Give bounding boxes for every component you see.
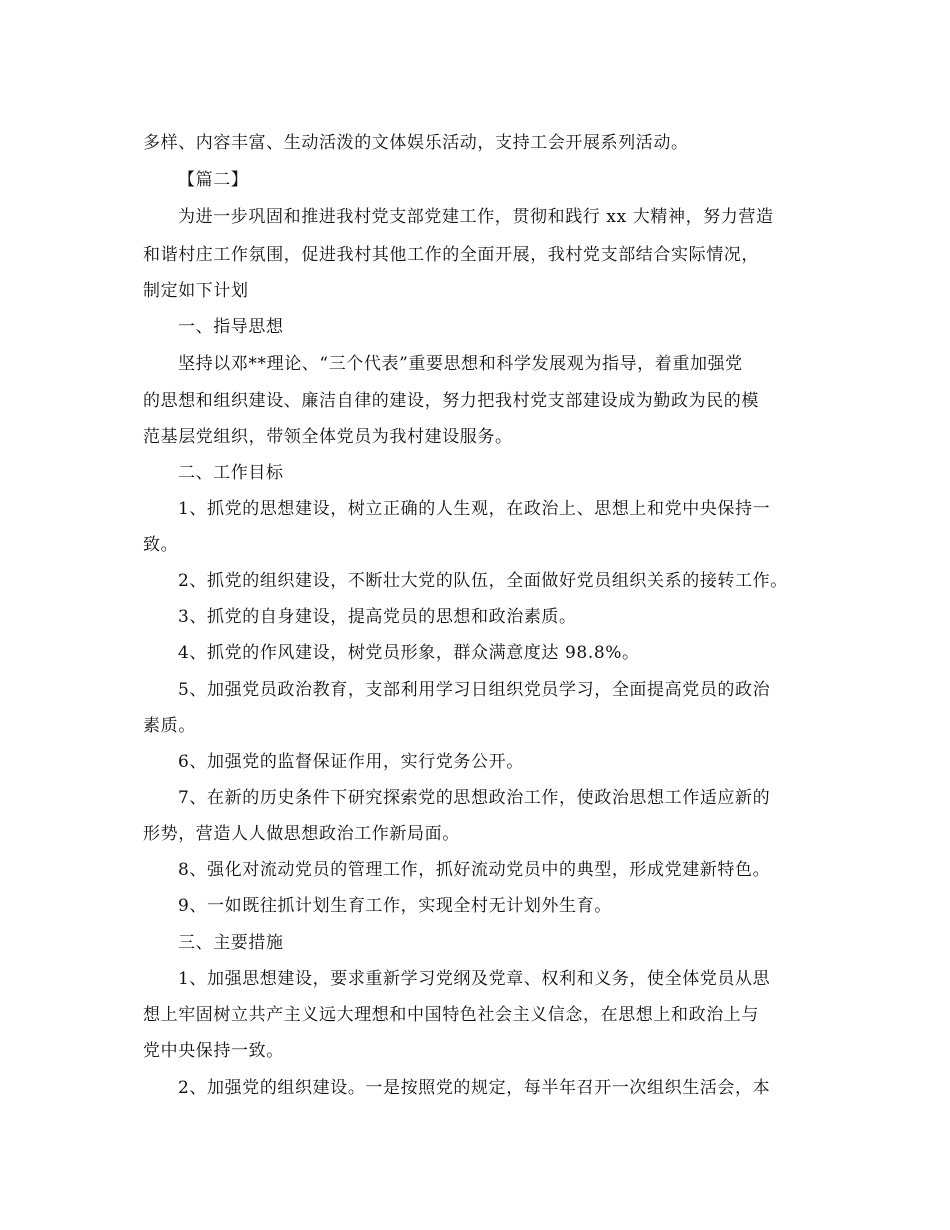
list-item: 1、加强思想建设，要求重新学习党纲及党章、权利和义务，使全体党员从思 <box>178 969 771 989</box>
list-item: 2、加强党的组织建设。一是按照党的规定，每半年召开一次组织生活会，本 <box>178 1078 771 1098</box>
list-item: 2、抓党的组织建设，不断壮大党的队伍，全面做好党员组织关系的接转工作。 <box>178 571 788 591</box>
paragraph-line: 制定如下计划 <box>143 281 249 301</box>
list-item-continuation: 党中央保持一致。 <box>143 1041 284 1061</box>
paragraph-line: 多样、内容丰富、生动活泼的文体娱乐活动，支持工会开展系列活动。 <box>143 133 689 153</box>
paragraph-line: 为进一步巩固和推进我村党支部党建工作，贯彻和践行 xx 大精神，努力营造 <box>178 207 774 227</box>
list-item: 8、强化对流动党员的管理工作，抓好流动党员中的典型，形成党建新特色。 <box>178 860 771 880</box>
paragraph-line: 范基层党组织，带领全体党员为我村建设服务。 <box>143 427 513 447</box>
section-heading-main-measures: 三、主要措施 <box>178 933 284 953</box>
list-item: 5、加强党员政治教育，支部利用学习日组织党员学习，全面提高党员的政治 <box>178 680 771 700</box>
list-item: 6、加强党的监督保证作用，实行党务公开。 <box>178 752 524 772</box>
section-heading-guiding-thought: 一、指导思想 <box>178 317 284 337</box>
list-item-continuation: 致。 <box>143 535 179 555</box>
list-item-continuation: 素质。 <box>143 716 196 736</box>
list-item: 9、一如既往抓计划生育工作，实现全村无计划外生育。 <box>178 896 612 916</box>
list-item-continuation: 形势，营造人人做思想政治工作新局面。 <box>143 824 460 844</box>
list-item-continuation: 想上牢固树立共产主义远大理想和中国特色社会主义信念，在思想上和政治上与 <box>143 1005 759 1025</box>
list-item: 7、在新的历史条件下研究探索党的思想政治工作，使政治思想工作适应新的 <box>178 788 771 808</box>
section-heading-work-goals: 二、工作目标 <box>178 463 284 483</box>
paragraph-line: 和谐村庄工作氛围，促进我村其他工作的全面开展，我村党支部结合实际情况， <box>143 245 759 265</box>
list-item: 3、抓党的自身建设，提高党员的思想和政治素质。 <box>178 607 577 627</box>
paragraph-line: 的思想和组织建设、廉洁自律的建设，努力把我村党支部建设成为勤政为民的模 <box>143 391 759 411</box>
list-item: 1、抓党的思想建设，树立正确的人生观，在政治上、思想上和党中央保持一 <box>178 499 771 519</box>
paragraph-line: 坚持以邓**理论、“三个代表”重要思想和科学发展观为指导，着重加强党 <box>178 354 743 374</box>
section-heading-part-two: 【篇二】 <box>178 170 249 190</box>
list-item: 4、抓党的作风建设，树党员形象，群众满意度达 98.8%。 <box>178 643 640 663</box>
